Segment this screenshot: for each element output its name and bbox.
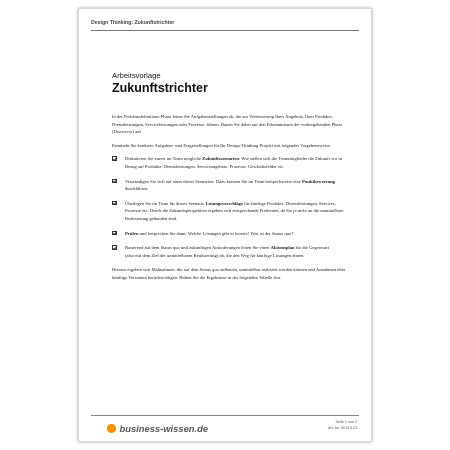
brand-dot-icon: [107, 424, 116, 433]
item-text: für künftige Produkte, Dienstleistungen, Services, Prozesse etc. Durch die Zukunftsperspektive ergeben sich entsprechende Freiheiten, da Sie ja nicht an die unmittelbare Realisierung gebunden sind.: [125, 200, 344, 221]
item-text: und besprechen Sie dann: Welche Lösungen gibt es bereits? Was ist der Status quo?: [138, 230, 294, 236]
item-bold-text: Punktbewertung: [302, 178, 335, 184]
header-title: Design Thinking: Zukunftstrichter: [91, 20, 175, 26]
page-number: Seite 1 von 2: [335, 420, 357, 424]
item-text: Überlegen Sie im Team für dieses Szenario: [125, 200, 206, 206]
checklist: [112, 155, 348, 259]
brand-logo: [107, 423, 208, 434]
document-page: [78, 8, 372, 442]
intro-paragraph: In der Problemdefinitions-Phase leiten Sie Aufgabenstellungen ab, die zur Verbesserung Ihres Angebots, Ihrer Produkte, Dienstleistungen, Serviceleistungen oder Prozesse, führen. Bauen Sie dabei auf den Erkenntnissen der vorhergehenden Phase (Discovery) auf.: [112, 114, 343, 135]
document-title: Zukunftstrichter: [112, 81, 208, 95]
lead-paragraph: Ermitteln Sie konkrete Aufgaben- und Fragestellungen für Ihr Design-Thinking-Projekt mit folgender Vorgehensweise:: [112, 142, 332, 148]
checklist-item: [112, 230, 348, 238]
item-text: Diskutieren Sie zuerst im Team mögliche: [125, 156, 203, 162]
item-text: Basierend auf dem Status quo und zukünftigen Anforderungen leiten Sie einen: [125, 245, 271, 251]
document-subtitle: Arbeitsvorlage: [112, 71, 161, 80]
footer-divider: [91, 415, 359, 416]
document-body: [112, 113, 348, 288]
item-text: Verständigen Sie sich auf eines dieser Szenarien. Dazu können Sie im Team beispielsweise eine: [125, 178, 303, 184]
closing-paragraph: Hieraus ergeben sich Maßnahmen, die auf dem Status quo aufbauen, unmittelbar realisiert werden können und Annahmen über künftige Versionen berücksichtigen. Halten Sie die Ergebnisse in der folgenden Tabelle fest.: [112, 267, 346, 280]
item-bold-text: Zukunftsszenarien: [202, 156, 239, 162]
checklist-item: [112, 200, 348, 223]
checkbox-icon: [112, 179, 117, 184]
item-bold-text: Aktionsplan: [270, 245, 295, 251]
checklist-item: [112, 244, 348, 259]
item-bold-text: Lösungsvorschläge: [205, 200, 243, 206]
article-number: Art.-Nr. 99.210.13: [327, 425, 357, 430]
checkbox-icon: [112, 245, 117, 250]
item-text: durchführen.: [125, 186, 149, 192]
item-text: : Wie stellen sich die Teammitglieder die Zukunft vor in Bezug auf Produkte, Dienstleistungen, Serviceangebote, Prozesse, Geschäftsfelder etc.: [125, 156, 342, 169]
checklist-item: [112, 155, 348, 170]
checklist-item: [112, 178, 348, 193]
checkbox-icon: [112, 156, 117, 161]
checkbox-icon: [112, 231, 117, 236]
footer-meta: [328, 420, 357, 431]
header-divider: [91, 30, 359, 31]
item-text: für die Gegenwart (also mit dem Ziel der unmittelbaren Realisierung) ab, die den Weg für künftige Lösungen ebnen.: [125, 245, 330, 258]
item-bold-text: Prüfen: [125, 230, 139, 236]
brand-name: business-wissen.de: [119, 423, 209, 434]
checkbox-icon: [112, 201, 117, 206]
